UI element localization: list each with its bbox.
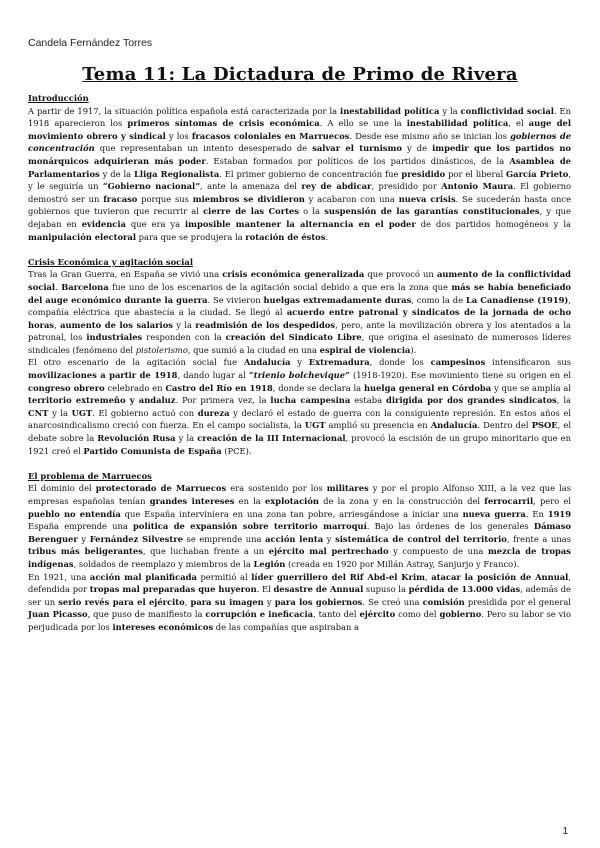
text-run: . Dentro del xyxy=(477,420,532,431)
emphasis-text: inestabilidad política xyxy=(406,118,509,129)
text-run: , que origina el asesinato de numerosos líderes sindicales (fenómeno del xyxy=(28,332,571,355)
emphasis-text: aumento de los salarios xyxy=(60,319,173,330)
text-run: Tras la Gran Guerra, en España se vivió una xyxy=(28,269,223,280)
author-name: Candela Fernández Torres xyxy=(28,37,153,49)
text-run: , donde los xyxy=(369,357,431,368)
text-run: . xyxy=(325,231,329,242)
emphasis-text: CNT xyxy=(28,407,49,418)
emphasis-text: creación del Sindicato Libre xyxy=(225,332,362,343)
text-run: . Pero su labor se vio perjudicada por los xyxy=(28,609,571,632)
text-run: , que sumió a la ciudad en una xyxy=(187,344,320,355)
text-run: y xyxy=(77,533,90,544)
text-run: de la zona y en la construcción del xyxy=(318,496,485,506)
emphasis-text: Andalucía xyxy=(430,420,478,431)
text-run: , y que dejaban en xyxy=(28,206,571,229)
text-run: . Se creó una xyxy=(362,596,423,607)
emphasis-text: Asamblea de Parlamentarios xyxy=(28,155,571,179)
emphasis-text: salvar el turnismo xyxy=(312,143,402,154)
text-run: . El primer gobierno de concentración fue xyxy=(219,168,402,179)
emphasis-text: rey de abdicar xyxy=(301,181,372,192)
emphasis-text: huelga general en Córdoba xyxy=(363,382,492,393)
emphasis-text: suspensión de las garantías constitucionales xyxy=(324,206,540,217)
text-run: , compañía eléctrica que abastecía a la ciudad. Se llegó al xyxy=(28,294,571,318)
section-marruecos xyxy=(28,470,571,634)
emphasis-text: explotación xyxy=(264,496,319,506)
emphasis-text: Legión xyxy=(253,558,286,569)
text-run: y de la xyxy=(99,168,135,179)
emphasis-text: militares xyxy=(326,483,369,494)
emphasis-text: miembros se dividieron xyxy=(192,193,305,204)
text-run: por el liberal xyxy=(445,168,507,179)
text-run: o la xyxy=(298,206,325,217)
emphasis-text: readmisión de los despedidos xyxy=(195,319,336,330)
text-run: , frente a unas xyxy=(506,533,571,544)
emphasis-text: Lliga Regionalista xyxy=(134,168,220,179)
text-run: fue uno de los escenarios de la agitación social debido a que era la zona que xyxy=(108,281,452,292)
emphasis-text: manipulación electoral xyxy=(28,231,136,242)
emphasis-text: líder guerrillero del Rif Abd-el Krim xyxy=(251,571,425,582)
emphasis-text: creación de la III Internacional xyxy=(197,433,346,444)
text-run: , soldados de reemplazo y miembros de la xyxy=(73,558,254,569)
text-run: El otro escenario de la agitación social fue xyxy=(28,357,244,368)
text-run: y xyxy=(323,533,336,544)
text-run: . Desde ese mismo año se inician los xyxy=(349,130,511,141)
text-run: para que se produjera la xyxy=(136,231,246,242)
emphasis-text: “Gobierno nacional” xyxy=(102,181,201,192)
text-run: estaba xyxy=(350,395,387,406)
text-run: permitió al xyxy=(196,571,252,582)
section-heading: El problema de Marruecos xyxy=(28,470,152,481)
text-run: amplió su presencia en xyxy=(325,420,431,431)
text-run: , que puso de manifiesto la xyxy=(87,609,206,620)
emphasis-text: aumento de la conflictividad social xyxy=(28,269,572,292)
emphasis-text: acuerdo entre patronal y sindicatos de la jornada de ocho horas xyxy=(28,307,572,330)
text-run: y la xyxy=(439,105,461,116)
emphasis-text: “trienio bolchevique” xyxy=(248,370,350,381)
emphasis-text: ejército mal pertrechado xyxy=(268,546,389,557)
emphasis-text: espiral de violencia xyxy=(319,344,411,355)
text-run: España emprende una xyxy=(28,521,134,532)
text-run: , provocó la escisión de un grupo minoritario que en 1921 creó el xyxy=(28,433,571,456)
page-number: 1 xyxy=(562,826,568,837)
text-run: de dos partidos homogéneos y la xyxy=(415,218,571,229)
emphasis-text: Partido Comunista de España xyxy=(83,445,222,456)
text-run: y la xyxy=(48,407,72,418)
text-run: , que luchaban frente a un xyxy=(142,546,269,557)
emphasis-text: lucha campesina xyxy=(270,395,351,406)
text-run: , y le seguiría un xyxy=(28,168,572,192)
text-run: , xyxy=(184,596,191,607)
text-run: intensificaron sus xyxy=(485,357,572,368)
emphasis-text: PSOE xyxy=(531,420,558,431)
text-run: . Se vivieron xyxy=(207,294,264,305)
text-run: era sostenido por los xyxy=(226,483,327,494)
section-crisis-economica xyxy=(28,256,571,458)
emphasis-text: evidencia xyxy=(81,218,126,229)
text-run: . xyxy=(55,281,62,292)
emphasis-text: nueva crisis xyxy=(398,193,456,204)
emphasis-text: desastre de Annual xyxy=(273,584,364,595)
text-run: . El gobierno demostró ser un xyxy=(28,181,571,204)
emphasis-text: protectorado de Marruecos xyxy=(95,483,227,494)
text-run: A partir de 1917, la situación política española está caracterizada por la xyxy=(28,105,341,116)
emphasis-text: mezcla de tropas indígenas xyxy=(28,546,571,569)
emphasis-text: Juan Picasso xyxy=(28,609,88,620)
emphasis-text: Antonio Maura xyxy=(441,181,514,192)
text-run: (creada en 1920 por Millán Astray, Sanjurjo y Franco). xyxy=(285,558,520,569)
text-run: . Bajo las órdenes de los generales xyxy=(366,521,534,532)
text-run: y la xyxy=(172,319,196,330)
text-run: y declaró el estado de guerra con la consiguiente represión. En estos años el anarcosindicalismo creció con fuerza. En el campo socialista, la xyxy=(28,407,571,431)
paragraph xyxy=(28,356,571,457)
emphasis-text: cierre de las Cortes xyxy=(203,206,299,217)
paragraph xyxy=(28,105,571,244)
emphasis-text: García Prieto xyxy=(506,168,569,179)
emphasis-text: comisión xyxy=(422,596,465,607)
document-body xyxy=(28,92,571,634)
paragraph xyxy=(28,482,571,570)
emphasis-text: dureza xyxy=(197,407,230,418)
emphasis-text: territorio extremeño y andaluz xyxy=(28,395,176,406)
text-run: . En 1918 aparecieron los xyxy=(28,105,572,129)
emphasis-text: congreso obrero xyxy=(28,382,105,393)
emphasis-text: conflictividad social xyxy=(460,105,554,116)
emphasis-text: sistemática de control del territorio xyxy=(335,533,507,544)
emphasis-text: rotación de éstos xyxy=(245,231,326,242)
emphasis-text: ejército xyxy=(359,609,396,620)
emphasis-text: fracaso xyxy=(103,193,138,204)
text-run: . A ello se une la xyxy=(319,118,407,129)
text-run: , presidido por xyxy=(371,181,442,192)
emphasis-text: dirigida por dos grandes sindicatos xyxy=(386,395,557,406)
emphasis-text: Dámaso Berenguer xyxy=(28,521,571,544)
emphasis-text: La Canadiense (1919) xyxy=(465,294,569,305)
text-run: . El xyxy=(256,584,274,595)
emphasis-text: política de expansión sobre territorio marroquí xyxy=(133,521,367,532)
text-run: , ante la amenaza del xyxy=(200,181,302,192)
text-run: en la xyxy=(234,496,265,506)
emphasis-text: huelgas extremadamente duras xyxy=(263,294,412,305)
text-run: y por el propio Alfonso XIII, a la vez que las empresas españolas tenían xyxy=(28,483,571,506)
emphasis-text: nueva guerra xyxy=(462,508,526,519)
paragraph xyxy=(28,571,571,634)
text-run: y xyxy=(290,357,309,368)
text-run: y de xyxy=(401,143,433,154)
text-run: y la xyxy=(175,433,198,444)
text-run: que España interviniera en una zona tan pobre, arriesgándose a iniciar una xyxy=(120,508,463,519)
text-run: . Por primera vez, la xyxy=(175,395,271,406)
text-run: ). xyxy=(410,344,417,355)
emphasis-text: gobiernos de concentración xyxy=(28,130,571,154)
text-run: , pero, ante la movilización obrera y los atentados a la patronal, los xyxy=(28,319,571,343)
text-run: , donde se declara la xyxy=(272,382,364,393)
emphasis-text: impedir que los partidos no monárquicos adquirieran más poder xyxy=(28,143,571,166)
emphasis-text: imposible mantener la alternancia en el poder xyxy=(185,218,416,229)
text-run: El dominio del xyxy=(28,483,96,494)
text-run: . Se sucederán hasta once gobiernos que tuvieron que recurrir al xyxy=(28,193,572,217)
emphasis-text: inestabilidad política xyxy=(340,105,440,116)
emphasis-text: acción mal planificada xyxy=(89,571,197,582)
emphasis-text: más se había beneficiado del auge económico durante la guerra xyxy=(28,281,571,305)
section-introduccion xyxy=(28,92,571,243)
emphasis-text: auge del movimiento obrero y sindical xyxy=(28,118,572,141)
text-run: (PCE). xyxy=(221,445,252,456)
emphasis-text: ferrocarril xyxy=(484,496,534,506)
emphasis-text: industriales xyxy=(86,332,143,343)
text-run: . Estaban formados por políticos de los partidos dinásticos, de la xyxy=(205,155,510,166)
text-run: En 1921, una xyxy=(28,571,90,582)
emphasis-text: movilizaciones a partir de 1918 xyxy=(28,370,178,381)
text-run: porque sus xyxy=(137,193,193,204)
text-run: , defendida por xyxy=(28,571,571,595)
text-run: que representaban un intento desesperado de xyxy=(94,143,313,154)
emphasis-text: intereses económicos xyxy=(112,621,214,632)
emphasis-text: Fernández Silvestre xyxy=(89,533,183,544)
emphasis-text: tropas mal preparadas que huyeron xyxy=(89,584,257,595)
emphasis-text: gobierno xyxy=(439,609,482,620)
text-run: como del xyxy=(395,609,440,620)
text-run: , como la de xyxy=(411,294,466,305)
text-run: , el xyxy=(508,118,529,129)
paragraph xyxy=(28,268,571,356)
emphasis-text: corrupción e ineficacia xyxy=(205,609,314,620)
emphasis-text: atacar la posición de Annual xyxy=(431,571,569,582)
emphasis-text: Castro del Río en 1918 xyxy=(165,382,273,393)
text-run: , xyxy=(54,319,61,330)
text-run: . El gobierno actuó con xyxy=(92,407,198,418)
section-heading: Crisis Económica y agitación social xyxy=(28,256,194,267)
text-run: , dando lugar al xyxy=(177,370,249,381)
emphasis-text: UGT xyxy=(304,420,326,431)
text-run: , xyxy=(424,571,432,582)
text-run: , además de ser un xyxy=(28,584,571,607)
emphasis-text: Extremadura xyxy=(308,357,370,368)
emphasis-text: crisis económica generalizada xyxy=(222,269,365,280)
emphasis-text: para los gobiernos xyxy=(274,596,363,607)
text-run: supuso la xyxy=(363,584,409,595)
text-run: que era ya xyxy=(125,218,186,229)
emphasis-text: pérdida de 13.000 vidas xyxy=(408,584,521,595)
text-run: (1918-1920). Ese movimiento tiene su origen en el xyxy=(349,370,571,381)
text-run: , tanto del xyxy=(313,609,360,620)
text-run: responden con la xyxy=(142,332,226,343)
emphasis-text: para su imagen xyxy=(190,596,264,607)
text-run: celebrado en xyxy=(104,382,166,393)
emphasis-text: fracasos coloniales en Marruecos xyxy=(191,130,350,141)
section-heading: Introducción xyxy=(28,93,89,103)
emphasis-text: Revolución Rusa xyxy=(97,433,176,444)
emphasis-text: acción lenta xyxy=(265,533,324,544)
text-run: y acabaron con una xyxy=(304,193,399,204)
emphasis-text: Andalucía xyxy=(243,357,291,368)
emphasis-text: 1919 xyxy=(547,508,572,519)
emphasis-text: serio revés para el ejército xyxy=(58,596,185,607)
emphasis-text: Barcelona xyxy=(61,281,109,292)
text-run: , pero el xyxy=(533,496,572,506)
text-run: y xyxy=(263,596,275,607)
emphasis-text: UGT xyxy=(71,407,93,418)
text-run: que provocó un xyxy=(364,269,437,280)
emphasis-text: tribus más beligerantes xyxy=(28,546,143,557)
text-run: de las compañías que aspiraban a xyxy=(213,621,360,632)
text-run: y compuesto de una xyxy=(388,546,488,557)
text-run: se emprende una xyxy=(182,533,266,544)
text-run: , el debate sobre la xyxy=(28,420,571,444)
emphasis-text: campesinos xyxy=(430,357,486,368)
emphasis-text: pueblo no entendía xyxy=(28,508,121,519)
text-run: , la xyxy=(556,395,571,406)
text-run: y que se amplía al xyxy=(491,382,572,393)
text-run: . En xyxy=(525,508,548,519)
text-run: presidida por el general xyxy=(464,596,571,607)
emphasis-text: pistolerismo xyxy=(135,344,188,355)
emphasis-text: grandes intereses xyxy=(149,496,235,506)
emphasis-text: primeros síntomas de crisis económica xyxy=(127,118,320,129)
document-title: Tema 11: La Dictadura de Primo de Rivera xyxy=(82,64,518,85)
text-run: y los xyxy=(165,130,192,141)
emphasis-text: presidido xyxy=(401,168,446,179)
